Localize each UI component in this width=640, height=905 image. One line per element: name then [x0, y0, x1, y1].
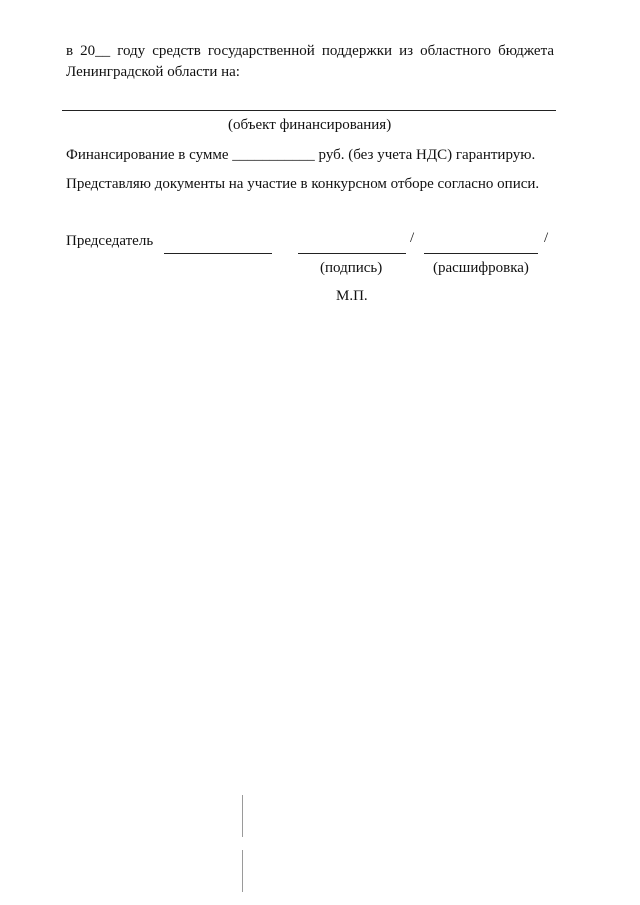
documents-statement: Представляю документы на участие в конкурсном отборе согласно описи. — [66, 176, 540, 192]
chairman-label: Председатель — [66, 233, 154, 249]
financing-statement: Финансирование в сумме ___________ руб. (без учета НДС) гарантирую. — [66, 147, 536, 163]
intro-line-1: в 20__ году средств государственной поддержки из областного бюджета — [66, 43, 554, 59]
financing-object-caption: (объект финансирования) — [228, 117, 392, 133]
binding-mark-upper — [242, 795, 243, 837]
intro-paragraph — [66, 41, 554, 83]
signature-blank-line — [298, 253, 406, 254]
stamp-place-label: М.П. — [336, 288, 368, 304]
separator-slash-2: / — [544, 230, 549, 246]
binding-mark-lower — [242, 850, 243, 892]
decoding-blank-line — [424, 253, 538, 254]
intro-line-2: Ленинградской области на: — [66, 64, 240, 80]
chairman-blank-line — [164, 253, 272, 254]
separator-slash-1: / — [410, 230, 415, 246]
financing-object-line — [62, 110, 556, 111]
signature-caption: (подпись) — [320, 260, 383, 276]
decoding-caption: (расшифровка) — [433, 260, 529, 276]
